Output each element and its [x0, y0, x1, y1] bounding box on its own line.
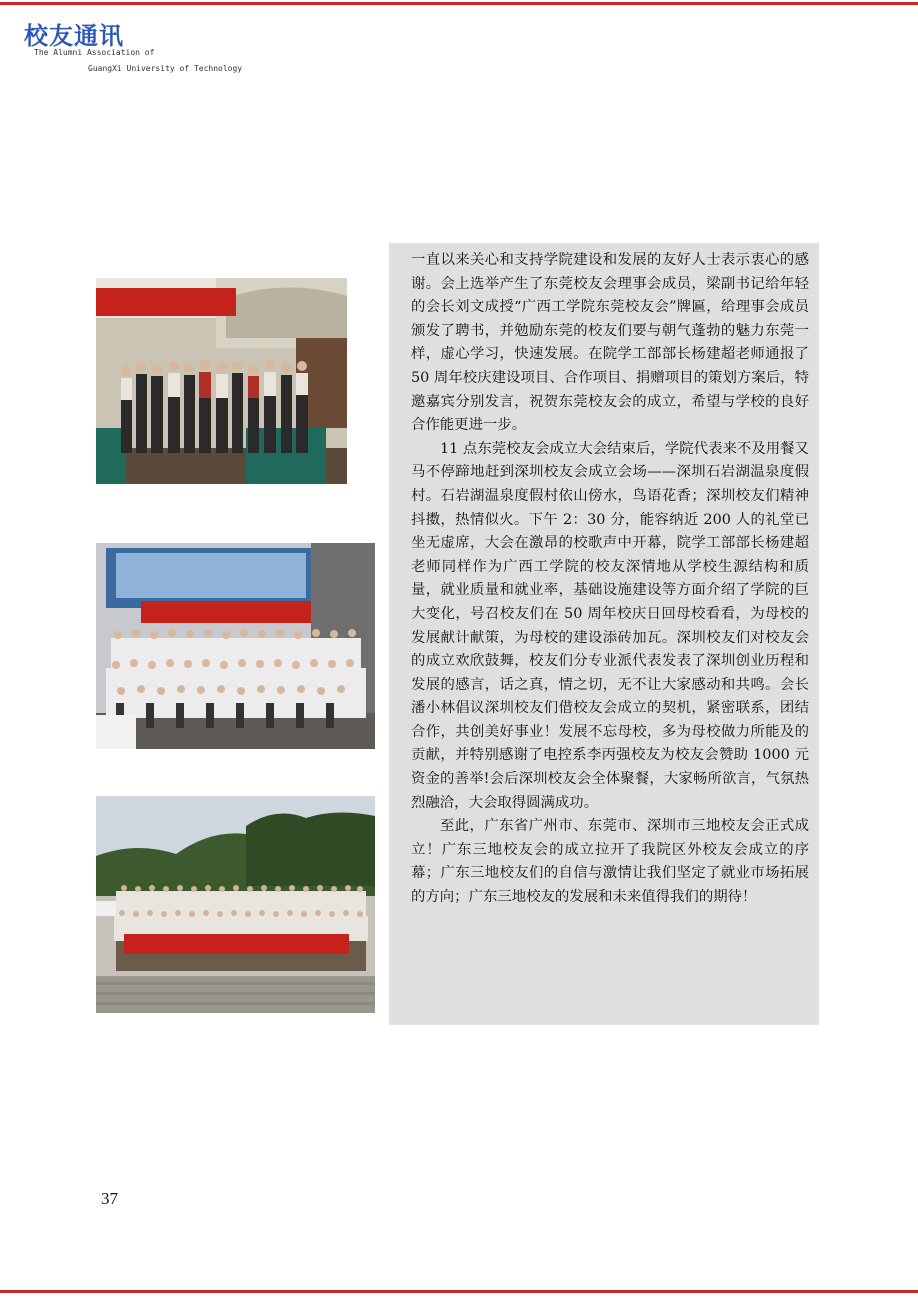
- bottom-red-rule: [0, 1290, 918, 1293]
- article-paragraph: 11 点东莞校友会成立大会结束后，学院代表来不及用餐又马不停蹄地赶到深圳校友会成立会场——深圳石岩湖温泉度假村。石岩湖温泉度假村依山傍水，鸟语花香；深圳校友们精神抖擞，热情似火。下午 2：30 分，能容纳近 200 人的礼堂已坐无虚席，大会在激昂的校歌声中开幕，院学工部部长杨建超老师同样作为广西工学院的校友深情地从学校生源结构和质量，就业质量和就业率，基础设施建设等方面介绍了学院的巨大变化，号召校友们在 50 周年校庆日回母校看看，为母校的发展献计献策，为母校的建设添砖加瓦。深圳校友们对校友会的成立欢欣鼓舞，校友们分专业派代表发表了深圳创业历程和发展的感言，话之真，情之切，无不让大家感动和共鸣。会长潘小林倡议深圳校友们借校友会成立的契机，紧密联系，团结合作，共创美好事业！发展不忘母校，多为母校做力所能及的贡献，并特别感谢了电控系李丙强校友为校友会赞助 1000 元资金的善举!会后深圳校友会全体聚餐，大家畅所欲言，气氛热烈融洽，大会取得圆满成功。: [411, 440, 809, 811]
- photo-shenzhen-image: [96, 796, 375, 1013]
- article-text-box: [389, 243, 819, 1025]
- article-paragraph: 至此，广东省广州市、东莞市、深圳市三地校友会正式成立！广东三地校友会的成立拉开了我院区外校友会成立的序幕；广东三地校友们的自信与激情让我们坚定了就业市场拓展的方向；广东三地校友的发展和未来值得我们的期待！: [411, 818, 809, 906]
- top-red-rule: [0, 2, 918, 5]
- masthead-title: 校友通讯: [24, 22, 124, 50]
- page-number: 37: [101, 1189, 118, 1208]
- article-paragraph: 一直以来关心和支持学院建设和发展的友好人士表示衷心的感谢。会上选举产生了东莞校友会理事会成员，梁副书记给年轻的会长刘文成授“广西工学院东莞校友会”牌匾，给理事会成员颁发了聘书，并勉励东莞的校友们要与朝气蓬勃的魅力东莞一样，虚心学习，快速发展。在院学工部部长杨建超老师通报了 50 周年校庆建设项目、合作项目、捐赠项目的策划方案后，特邀嘉宾分别发言，祝贺东莞校友会的成立，希望与学校的良好合作能更进一步。: [411, 252, 809, 434]
- photo-dongguan-founding: [96, 543, 375, 749]
- masthead-subtitle-line1: The Alumni Association of: [34, 48, 155, 57]
- photo-guangzhou-image: [96, 278, 347, 484]
- masthead: [24, 16, 284, 76]
- masthead-subtitle-line2: GuangXi University of Technology: [88, 64, 243, 73]
- photo-shenzhen-group: [96, 796, 375, 1013]
- photo-guangzhou-ceremony: [96, 278, 347, 484]
- photo-dongguan-image: [96, 543, 375, 749]
